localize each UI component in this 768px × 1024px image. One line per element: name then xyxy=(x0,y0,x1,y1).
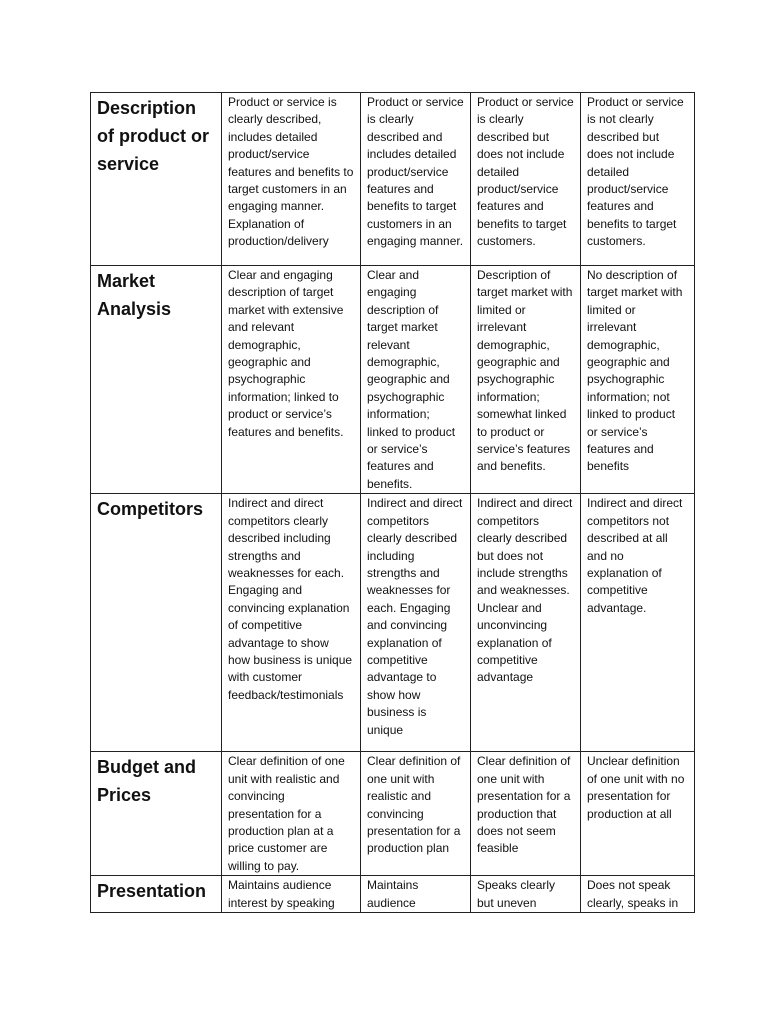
level-text: No description of target market with limited or irrelevant demographic, geographic and psychographic information; not linked to product or service’s features and benefits xyxy=(587,268,683,474)
criterion-cell xyxy=(91,752,222,876)
level-text: Product or service is not clearly described but does not include detailed product/service features and benefits to target customers. xyxy=(587,95,684,249)
criterion-label: Market Analysis xyxy=(97,271,172,319)
criterion-cell xyxy=(91,494,222,752)
table-row xyxy=(91,876,695,913)
level-cell xyxy=(222,494,361,752)
level-text: Indirect and direct competitors not described at all and no explanation of competitive advantage. xyxy=(587,496,683,615)
level-cell xyxy=(581,266,695,494)
level-cell xyxy=(581,752,695,876)
level-text: Description of target market with limited or irrelevant demographic, geographic and psychographic information; somewhat linked to product or service’s features and benefits. xyxy=(477,268,573,474)
level-cell xyxy=(222,752,361,876)
level-text: Indirect and direct competitors clearly described but does not include strengths and weaknesses. Unclear and unconvincing explanation of competitive advantage xyxy=(477,496,573,685)
level-cell xyxy=(581,93,695,266)
level-text: Indirect and direct competitors clearly described including strengths and weaknesses for each. Engaging and convincing explanation of competitive advantage to show how business is unique with customer feedback/testimonials xyxy=(228,496,353,702)
criterion-cell xyxy=(91,266,222,494)
level-cell xyxy=(581,494,695,752)
level-cell xyxy=(471,752,581,876)
criterion-label: Presentation xyxy=(97,881,207,902)
level-cell xyxy=(361,494,471,752)
level-text: Maintains audience interest by speaking xyxy=(228,878,335,910)
level-text: Clear definition of one unit with realistic and convincing presentation for a production plan xyxy=(367,754,461,856)
level-cell xyxy=(222,93,361,266)
criterion-cell xyxy=(91,876,222,913)
rubric-table xyxy=(90,92,695,913)
level-text: Product or service is clearly described, includes detailed product/service features and benefits to target customers in an engaging manner. Explanation of production/delivery xyxy=(228,95,354,249)
level-text: Clear definition of one unit with realistic and convincing presentation for a production plan at a price customer are willing to pay. xyxy=(228,754,345,873)
level-cell xyxy=(471,494,581,752)
level-cell xyxy=(222,876,361,913)
criterion-label: Competitors xyxy=(97,499,204,520)
level-cell xyxy=(222,266,361,494)
level-cell xyxy=(361,752,471,876)
level-cell xyxy=(361,93,471,266)
level-text: Product or service is clearly described but does not include detailed product/service features and benefits to target customers. xyxy=(477,95,574,249)
table-row xyxy=(91,752,695,876)
level-cell xyxy=(361,876,471,913)
table-row xyxy=(91,494,695,752)
level-cell xyxy=(471,266,581,494)
level-cell xyxy=(581,876,695,913)
level-text: Clear and engaging description of target market relevant demographic, geographic and psychographic information; linked to product or service’s features and benefits. xyxy=(367,268,456,491)
level-text: Maintains audience xyxy=(367,878,419,910)
level-cell xyxy=(361,266,471,494)
criterion-label: Description of product or service xyxy=(97,98,209,174)
level-text: Clear definition of one unit with presentation for a production that does not seem feasible xyxy=(477,754,571,856)
level-text: Indirect and direct competitors clearly described including strengths and weaknesses for each. Engaging and convincing explanation of competitive advantage to show how business is unique xyxy=(367,496,463,737)
criterion-cell xyxy=(91,93,222,266)
table-row xyxy=(91,266,695,494)
level-text: Unclear definition of one unit with no presentation for production at all xyxy=(587,754,685,821)
level-text: Clear and engaging description of target market with extensive and relevant demographic, geographic and psychographic information; linked to product or service’s features and benefits. xyxy=(228,268,344,439)
level-text: Product or service is clearly described and includes detailed product/service features and benefits to target customers in an engaging manner. xyxy=(367,95,464,249)
level-text: Does not speak clearly, speaks in xyxy=(587,878,679,910)
table-row xyxy=(91,93,695,266)
level-cell xyxy=(471,876,581,913)
criterion-label: Budget and Prices xyxy=(97,757,196,806)
level-cell xyxy=(471,93,581,266)
level-text: Speaks clearly but uneven xyxy=(477,878,556,910)
